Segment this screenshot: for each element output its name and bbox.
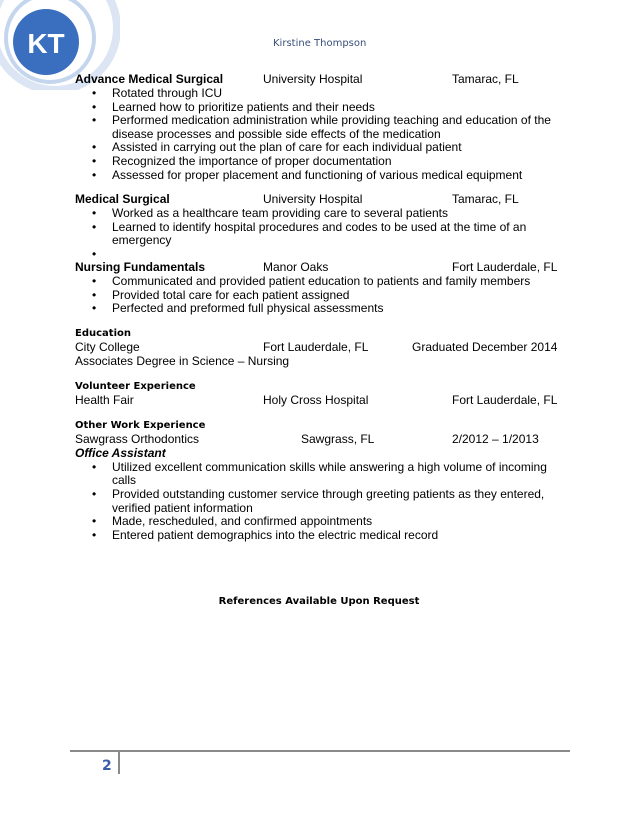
volunteer-location: Fort Lauderdale, FL — [452, 392, 558, 407]
header-name: Kirstine Thompson — [273, 38, 367, 49]
role-row — [75, 447, 575, 461]
education-heading: Education — [75, 327, 131, 339]
job-location: Tamarac, FL — [452, 72, 519, 86]
list-item: • Perfected and preformed full physical assessments — [75, 302, 572, 316]
footer-divider — [70, 750, 570, 752]
employer-location: Sawgrass, FL — [301, 431, 375, 446]
list-item: • Made, rescheduled, and confirmed appointments — [75, 515, 572, 529]
degree: Associates Degree in Science – Nursing — [75, 353, 290, 368]
school-name: City College — [75, 339, 140, 354]
list-item: • Provided total care for each patient assigned — [75, 289, 572, 303]
resume-body — [75, 73, 575, 542]
list-item: • Communicated and provided patient education to patients and family members — [75, 275, 572, 289]
graduation-date: Graduated December 2014 — [412, 339, 558, 354]
list-item: • Learned to identify hospital procedures and codes to be used at the time of an emergency — [75, 221, 572, 248]
employer-name: Sawgrass Orthodontics — [75, 431, 200, 446]
job-location: Tamarac, FL — [452, 192, 519, 207]
job-bullets — [75, 275, 575, 316]
role-title: Office Assistant — [75, 445, 166, 460]
list-item: • Performed medication administration while providing teaching and education of the disease processes and possible side effects of the medication — [75, 114, 572, 141]
other-work-heading: Other Work Experience — [75, 419, 206, 431]
job-header — [75, 73, 575, 87]
job-place: University Hospital — [263, 72, 363, 86]
volunteer-row — [75, 394, 575, 408]
job-title: Nursing Fundamentals — [75, 259, 206, 274]
education-row — [75, 341, 575, 355]
list-item: • Assessed for proper placement and functioning of various medical equipment — [75, 169, 572, 183]
list-item: • Assisted in carrying out the plan of care for each individual patient — [75, 141, 572, 155]
other-work-bullets — [75, 461, 575, 543]
job-place: University Hospital — [263, 192, 363, 207]
volunteer-place: Holy Cross Hospital — [263, 392, 369, 407]
logo-initials: KT — [27, 28, 65, 59]
other-work-row — [75, 433, 575, 447]
list-item: • Recognized the importance of proper documentation — [75, 155, 572, 169]
list-item: • Provided outstanding customer service through greeting patients as they entered, verified patient information — [75, 488, 572, 515]
volunteer-name: Health Fair — [75, 392, 134, 407]
school-location: Fort Lauderdale, FL — [263, 339, 369, 354]
references-note: References Available Upon Request — [218, 596, 420, 607]
job-location: Fort Lauderdale, FL — [452, 259, 558, 274]
list-item: • Entered patient demographics into the electric medical record — [75, 529, 572, 543]
job-place: Manor Oaks — [263, 259, 329, 274]
job-header — [75, 261, 575, 275]
list-item — [75, 248, 572, 261]
page-number-divider — [118, 752, 120, 774]
list-item: • Rotated through ICU — [75, 87, 572, 101]
job-header — [75, 193, 575, 207]
page-number: 2 — [102, 758, 112, 774]
job-title: Medical Surgical — [75, 192, 170, 207]
job-bullets — [75, 207, 575, 261]
list-item: • Learned how to prioritize patients and their needs — [75, 101, 572, 115]
list-item: • Worked as a healthcare team providing care to several patients — [75, 207, 572, 221]
degree-row — [75, 355, 575, 369]
job-title: Advance Medical Surgical — [75, 72, 224, 86]
job-bullets — [75, 87, 575, 182]
list-item: • Utilized excellent communication skills while answering a high volume of incoming calls — [75, 461, 572, 488]
employment-dates: 2/2012 – 1/2013 — [452, 431, 539, 446]
volunteer-heading: Volunteer Experience — [75, 380, 196, 392]
